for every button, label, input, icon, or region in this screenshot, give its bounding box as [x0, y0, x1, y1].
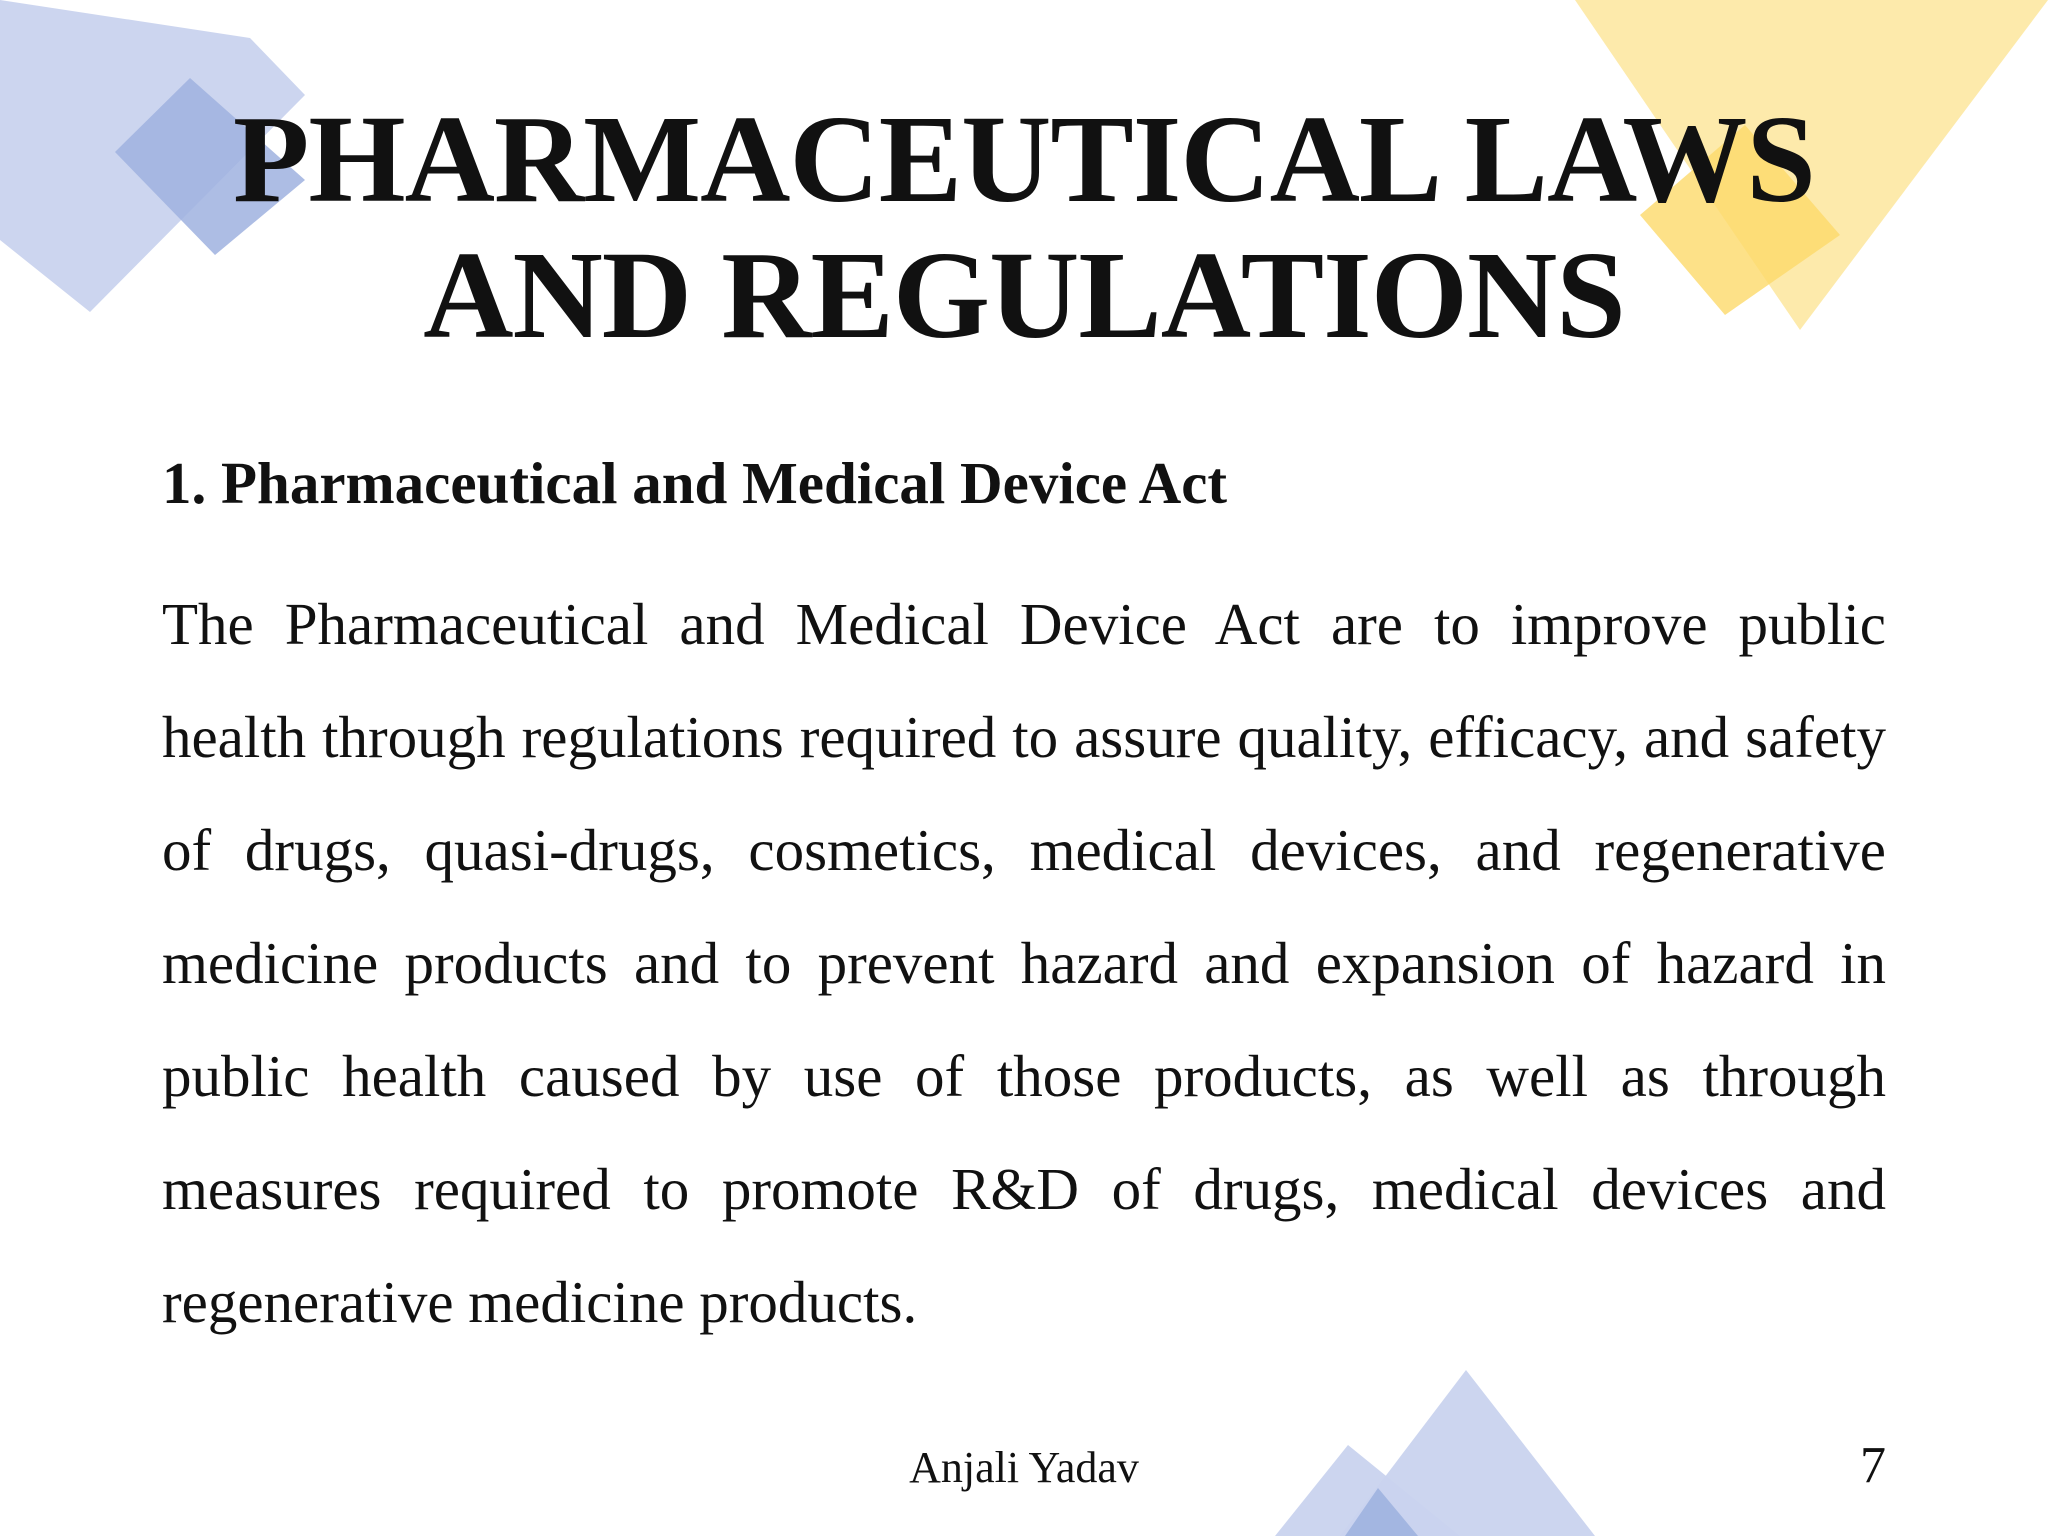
footer-author: Anjali Yadav	[909, 1443, 1139, 1492]
slide-title-line-1: PHARMACEUTICAL LAWS	[233, 91, 1815, 229]
page-number: 7	[1860, 1437, 1886, 1494]
slide-title	[0, 92, 2048, 364]
slide-title-line-2: AND REGULATIONS	[423, 227, 1625, 365]
section-heading: 1. Pharmaceutical and Medical Device Act	[162, 450, 1228, 516]
body-paragraph: The Pharmaceutical and Medical Device Act are to improve public health through regulations required to assure quality, efficacy, and safety of drugs, quasi-drugs, cosmetics, medical devices, and regenerative medicine products and to prevent hazard and expansion of hazard in public health caused by use of those products, as well as through measures required to promote R&D of drugs, medical devices and regenerative medicine products.	[162, 591, 1886, 1335]
